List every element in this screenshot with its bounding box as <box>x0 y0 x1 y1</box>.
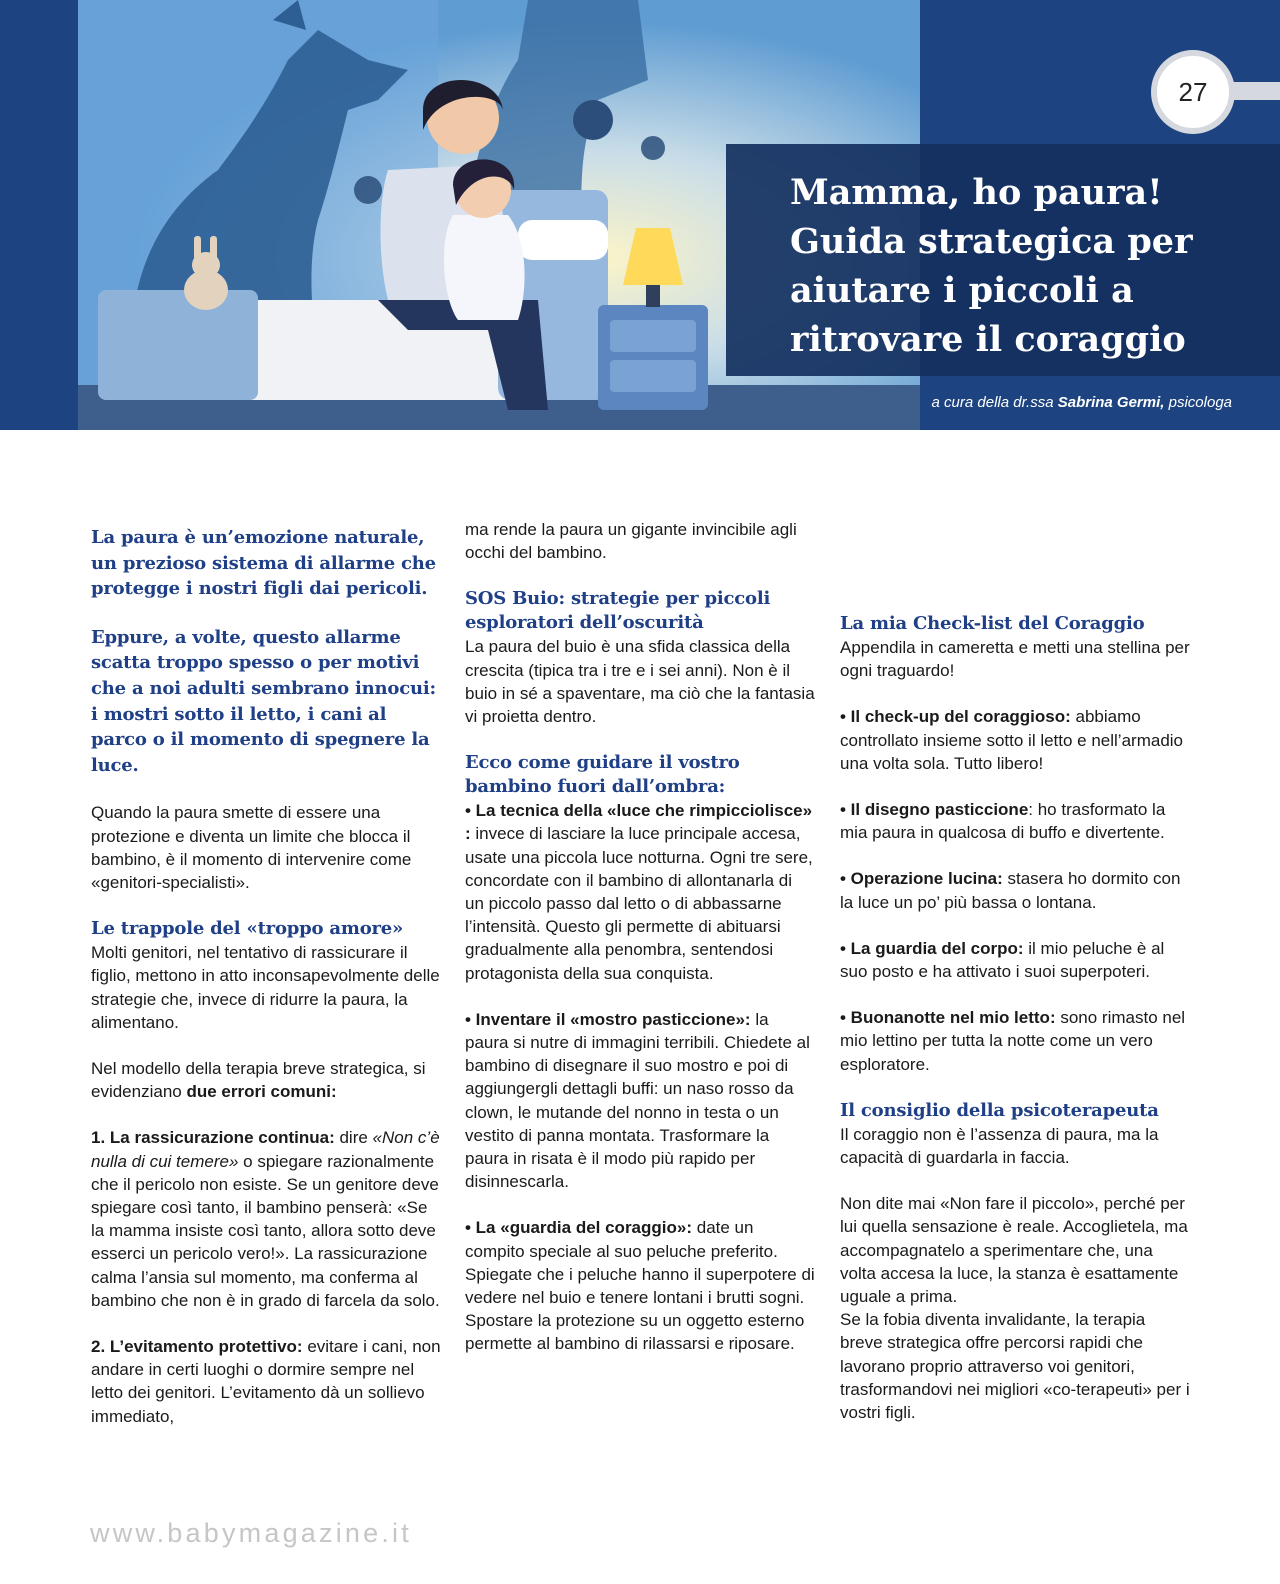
section-heading: SOS Buio: strategie per piccoli esploratori dell’oscurità <box>465 588 771 634</box>
section-heading: Le trappole del «troppo amore» <box>91 918 404 940</box>
spider-shadow-icon <box>573 100 613 140</box>
body-paragraph: Non dite mai «Non fare il piccolo», perché per lui quella sensazione è reale. Accoglietela, ma accompagnatelo a sperimentare che, una volta accesa la luce, la stanza è esattamente uguale a prima. <box>840 1194 1188 1307</box>
column-2 <box>465 518 815 1356</box>
body-paragraph: La paura del buio è una sfida classica della crescita (tipica tra i tre e i sei anni). Non è il buio in sé a spaventare, ma ciò che la fantasia vi proietta dentro. <box>465 637 815 727</box>
section-heading: Il consiglio della psicoterapeuta <box>840 1099 1159 1121</box>
section-heading: Ecco come guidare il vostro bambino fuori dall’ombra: <box>465 752 740 798</box>
strategy-item: • La «guardia del coraggio»: date un compito speciale al suo peluche preferito. Spiegate che i peluche hanno il superpotere di vedere nel buio e tenere lontani i brutti sogni. Spostare la protezione su un oggetto esterno permette al bambino di rilassarsi e riposare. <box>465 1218 815 1354</box>
header-banner <box>0 0 1280 430</box>
body-paragraph: Se la fobia diventa invalidante, la terapia breve strategica offre percorsi rapidi che lavorano proprio attraverso voi genitori, trasformandovi nei migliori «co-terapeuti» per i vostri figli. <box>840 1310 1190 1423</box>
lead-paragraph: Eppure, a volte, questo allarme scatta troppo spesso o per motivi che a noi adulti sembrano innocui: i mostri sotto il letto, i cani al parco o il momento di spegnere la luce. <box>91 626 436 776</box>
page-number: 27 <box>1151 50 1235 134</box>
body-paragraph: Appendila in cameretta e metti una stellina per ogni traguardo! <box>840 638 1190 681</box>
article-title: Mamma, ho paura! Guida strategica per aiutare i piccoli a ritrovare il coraggio <box>790 172 1193 360</box>
body-paragraph: ma rende la paura un gigante invincibile agli occhi del bambino. <box>465 520 797 563</box>
author-credit: a cura della dr.ssa Sabrina Germi, psicologa <box>931 394 1232 411</box>
error-item: 2. L’evitamento protettivo: evitare i cani, non andare in certi luoghi o dormire sempre nel letto dei genitori. L’evitamento dà un sollievo immediato, <box>91 1337 441 1426</box>
strategy-item: • Inventare il «mostro pasticcione»: la paura si nutre di immagini terribili. Chiedete al bambino di disegnare il suo mostro e poi di aggiungergli dettagli buffi: un naso rosso da clown, le mutande del nonno in testa o un vestito di panna montata. Trasformare la paura in risata è il modo più rapido per disinnescarla. <box>465 1009 810 1192</box>
footer-website: www.babymagazine.it <box>90 1518 412 1548</box>
body-paragraph: Quando la paura smette di essere una protezione e diventa un limite che blocca il bambino, è il momento di intervenire come «genitori-specialisti». <box>91 803 412 892</box>
checklist-item: • Il disegno pasticcione: ho trasformato la mia paura in qualcosa di buffo e divertente. <box>840 800 1166 843</box>
page-number-tab <box>1232 82 1280 100</box>
checklist-item: • Il check-up del coraggioso: abbiamo controllato insieme sotto il letto e nell’armadio una volta sola. Tutto libero! <box>840 707 1184 773</box>
body-paragraph: Il coraggio non è l’assenza di paura, ma la capacità di guardarla in faccia. <box>840 1124 1159 1168</box>
title-box <box>726 144 1280 376</box>
body-paragraph: Nel modello della terapia breve strategica, si evidenziano due errori comuni: <box>91 1058 426 1102</box>
lead-paragraph: La paura è un’emozione naturale, un prezioso sistema di allarme che protegge i nostri figli dai pericoli. <box>91 527 436 600</box>
section-heading: La mia Check-list del Coraggio <box>840 613 1145 634</box>
column-3 <box>840 612 1190 1424</box>
column-1 <box>91 525 441 1428</box>
checklist-item: • La guardia del corpo: il mio peluche è al suo posto e ha attivato i suoi superpoteri. <box>840 938 1165 982</box>
checklist-item: • Operazione lucina: stasera ho dormito con la luce un po’ più bassa o lontana. <box>840 869 1181 912</box>
body-paragraph: Molti genitori, nel tentativo di rassicurare il figlio, mettono in atto inconsapevolmente delle strategie che, invece di ridurre la paura, la alimentano. <box>91 943 440 1032</box>
error-item: 1. La rassicurazione continua: dire «Non c’è nulla di cui temere» o spiegare razionalmente che il pericolo non esiste. Se un genitore deve spiegare così tanto, il bambino penserà: «Se la mamma insiste così tanto, allora sotto deve esserci un pericolo vero!». La rassicurazione calma l’ansia sul momento, ma conferma al bambino che non è in grado di farcela da solo. <box>91 1128 440 1310</box>
strategy-item: • La tecnica della «luce che rimpicciolisce» : invece di lasciare la luce principale accesa, usate una piccola luce notturna. Ogni tre sere, concordate con il bambino di allontanarla di un piccolo passo dal letto o di abbassarne l’intensità. Questo gli permette di abituarsi gradualmente alla penombra, sentendosi protagonista della sua conquista. <box>465 801 813 983</box>
checklist-item: • Buonanotte nel mio letto: sono rimasto nel mio lettino per tutta la notte come un vero esploratore. <box>840 1008 1186 1074</box>
child <box>444 215 525 320</box>
